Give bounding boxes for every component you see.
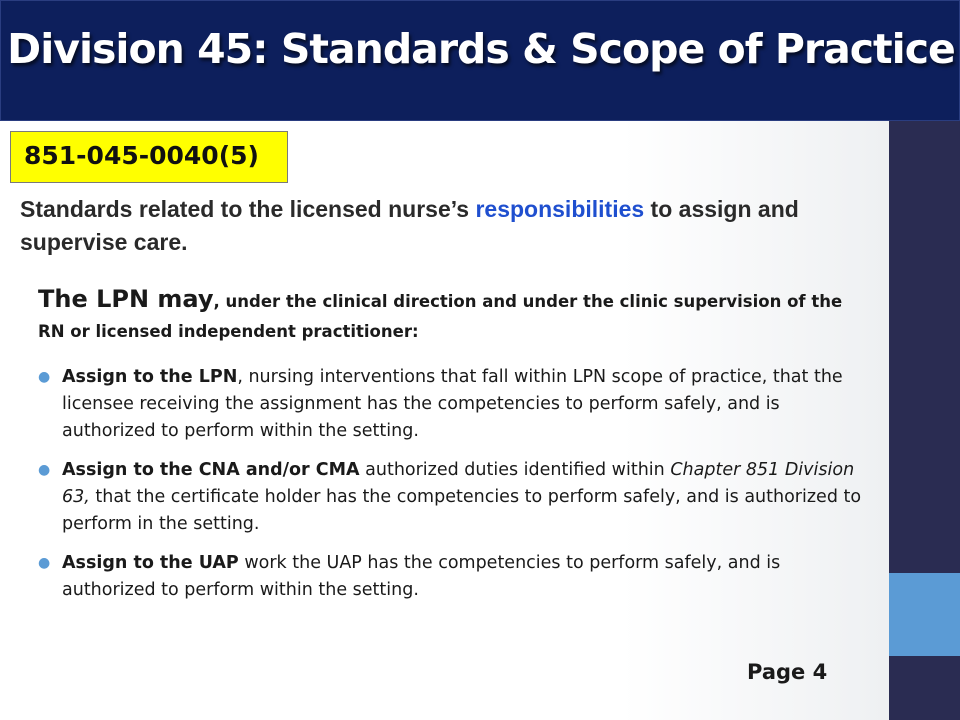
bullet-uap-bold: Assign to the UAP [62,553,239,573]
bullet-item-lpn [38,364,873,445]
bullet-dot-icon: ● [38,555,51,571]
bullet-lpn-bold: Assign to the LPN [62,367,238,387]
intro-rest: , under the clinical direction and under the clinic supervision of the RN or licensed independent practitioner: [38,292,843,341]
bullet-cna-text: authorized duties identified within [359,460,671,480]
bullet-item-cna-cma [38,457,873,538]
standards-highlight: responsibilities [475,196,645,222]
sidebar-accent-light [889,573,960,656]
rule-number-box [10,131,288,183]
bullet-dot-icon: ● [38,462,51,478]
bullet-uap-text: work the UAP has the competencies to perform safely, and is authorized to perform within the setting. [62,553,781,600]
standards-heading [20,193,850,259]
intro-lead: The LPN may [38,285,214,313]
standards-text-after: to assign and supervise care. [20,196,799,255]
page-number: Page 4 [747,660,828,684]
slide-title: Division 45: Standards & Scope of Practice [7,25,955,73]
bullet-dot-icon: ● [38,369,51,385]
title-bar [0,0,960,121]
standards-text-before: Standards related to the licensed nurse’s [20,196,476,222]
intro-paragraph [38,284,848,347]
bullet-list [38,364,873,616]
bullet-cna-italic: Chapter 851 Division 63, [62,460,855,507]
bullet-cna-text2: that the certificate holder has the competencies to perform safely, and is authorized to perform in the setting. [62,487,862,534]
rule-number: 851-045-0040(5) [24,141,259,170]
bullet-lpn-text: , nursing interventions that fall within LPN scope of practice, that the licensee receiving the assignment has the competencies to perform safely, and is authorized to perform within the setting. [62,367,843,441]
bullet-cna-bold: Assign to the CNA and/or CMA [62,460,360,480]
bullet-item-uap [38,550,873,604]
